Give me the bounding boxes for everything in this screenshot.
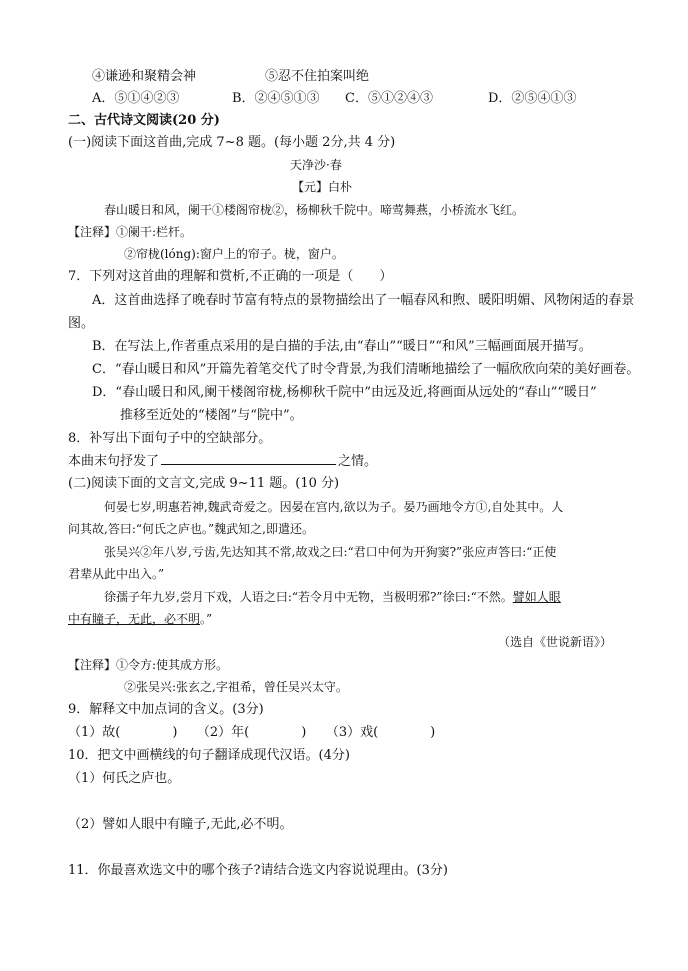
q9-items: （1）故( ) （2）年( ) （3）戏( ) [68,725,436,740]
choice-a: A．⑤①④②③ [92,91,180,106]
passage-p1-line2: 问其故,答曰:“何氏之庐也。”魏武知之,即遣还。 [68,522,314,536]
passage-p3-text: 徐孺子年九岁,尝月下戏，人语之曰:“若令月中无物，当极明邪?”徐曰:“不然。 [104,590,513,604]
choice-b: B．②④⑤①③ [232,91,320,106]
passage-p3-line2 [68,610,212,628]
option-4: ④谦逊和聚精会神 [92,69,197,84]
choice-d: D．②⑤④①③ [488,91,577,106]
passage-source: （选自《世说新语》） [498,635,613,649]
poem-title: 天净沙·春 [290,158,342,172]
q7-option-b: B．在写法上,作者重点采用的是白描的手法,由“春山”“暖日”“和风”三幅画面展开描写。 [92,339,592,354]
passage-p3-line1 [104,588,561,606]
passage-note-2: ②张吴兴:张玄之,字祖希，曾任吴兴太守。 [124,680,348,694]
q8-before: 本曲末句抒发了 [68,454,160,469]
q8-stem: 8．补写出下面句子中的空缺部分。 [68,431,272,446]
section-title: 二、古代诗文阅读(20 分) [68,113,220,128]
q10-sentence-2: （2）譬如人眼中有瞳子,无此,必不明。 [68,817,293,832]
q7-option-d: D．“春山暖日和风,阑干楼阁帘栊,杨柳秋千院中”由远及近,将画面从远处的“春山”“暖日” [92,385,597,400]
passage-p2-line1: 张吴兴②年八岁,亏齿,先达知其不常,故戏之曰:“君口中何为开狗窦?”张应声答曰:“正使 [104,545,557,559]
q9-stem: 9．解释文中加点词的含义。(3分) [68,702,264,717]
passage-note-1: 【注释】①令方:使其成方形。 [68,658,229,672]
q8-after: 之情。 [338,454,378,469]
q8-fill [68,452,377,471]
q10-sentence-1: （1）何氏之庐也。 [68,771,181,786]
passage-p2-line2: 君辈从此中出入。” [68,567,165,581]
part1-intro: (一)阅读下面这首曲,完成 7~8 题。(每小题 2分,共 4 分) [68,135,396,150]
passage-p1-line1: 何晏七岁,明惠若神,魏武奇爱之。因晏在宫内,欲以为子。晏乃画地令方①,自处其中。人 [104,500,564,514]
underlined-sentence-part1: 譬如人眼 [512,590,561,604]
q7-option-c: C．“春山暖日和风”开篇先着笔交代了时令背景,为我们清晰地描绘了一幅欣欣向荣的美好画卷。 [92,362,640,377]
poem-note-1: 【注释】①阑干:栏杆。 [68,225,193,239]
q10-stem: 10．把文中画横线的句子翻译成现代汉语。(4分) [68,748,350,763]
q7-option-a-cont: 图。 [68,316,95,331]
passage-p3-end: 。” [200,612,213,626]
q7-option-d-cont: 推移至近处的“楼阁”与“院中”。 [120,408,303,423]
part2-intro: (二)阅读下面的文言文,完成 9~11 题。(10 分) [68,476,340,491]
choice-c: C．⑤①②④③ [345,91,433,106]
q11-stem: 11．你最喜欢选文中的哪个孩子?请结合选文内容说说理由。(3分) [68,863,448,878]
poem-author: 【元】白朴 [292,180,353,194]
poem-text: 春山暖日和风，阑干①楼阁帘栊②，杨柳秋千院中。啼莺舞燕，小桥流水飞红。 [104,203,525,217]
option-5: ⑤忍不住拍案叫绝 [265,69,370,84]
q7-stem: 7．下列对这首曲的理解和赏析,不正确的一项是（ ） [68,269,393,284]
underlined-sentence-part2: 中有瞳子，无此，必不明 [68,612,201,626]
answer-blank[interactable] [161,452,336,465]
q7-option-a: A．这首曲选择了晚春时节富有特点的景物描绘出了一幅春风和煦、暖阳明媚、风物闲适的春景 [92,293,635,308]
poem-note-2: ②帘栊(lóng):窗户上的帘子。栊，窗户。 [124,247,344,261]
